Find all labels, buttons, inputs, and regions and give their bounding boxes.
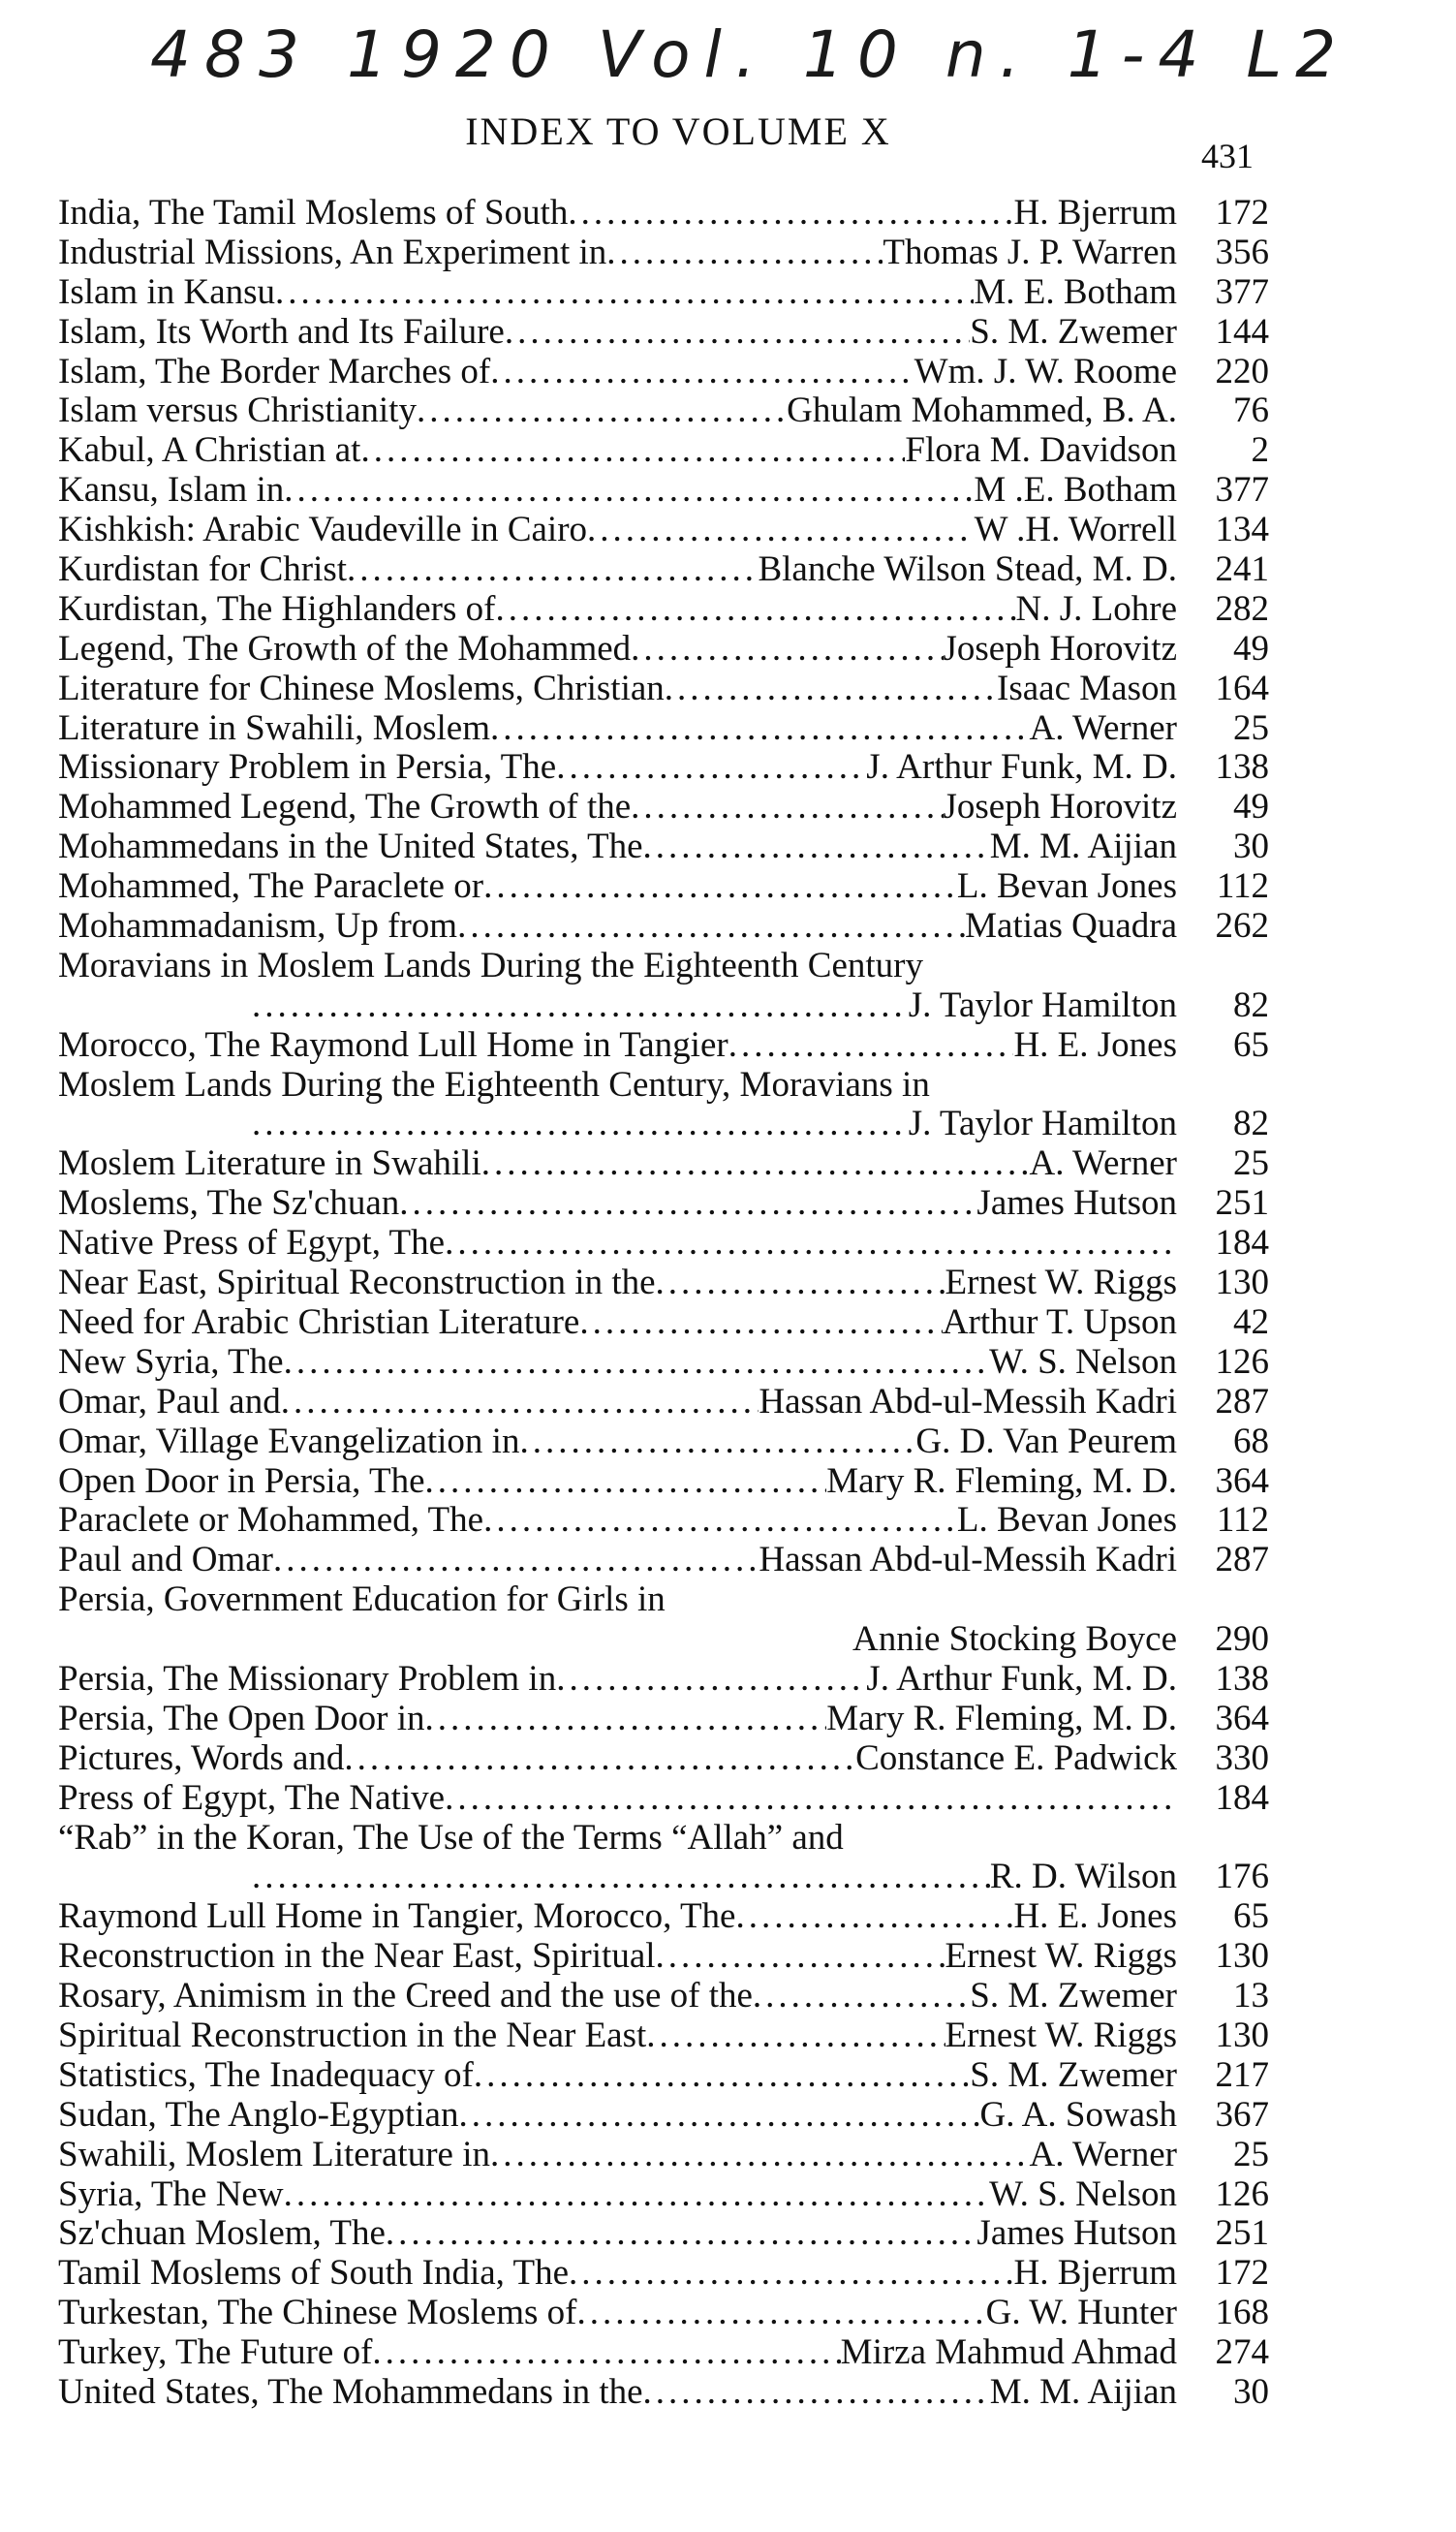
entry-page: 330 <box>1215 1737 1269 1778</box>
index-entry <box>58 311 1269 351</box>
entry-page: 25 <box>1233 1143 1269 1184</box>
entry-author: H. E. Jones <box>1013 1024 1177 1065</box>
dot-leader <box>372 2331 840 2373</box>
entry-page: 184 <box>1215 1223 1269 1264</box>
index-entry <box>58 1460 1269 1500</box>
dot-leader <box>483 1499 957 1541</box>
entry-page: 364 <box>1215 1698 1269 1738</box>
entry-author: M. E. Botham <box>974 271 1177 312</box>
entry-title: Sz'chuan Moslem, The <box>58 2213 386 2254</box>
entry-author: A. Werner <box>1029 2134 1177 2174</box>
entry-title: Legend, The Growth of the Mohammed <box>58 628 632 669</box>
dot-leader <box>519 1421 915 1462</box>
dot-leader <box>284 2173 989 2215</box>
dot-leader <box>505 311 970 353</box>
index-entry <box>58 865 1269 905</box>
index-entry <box>58 1301 1269 1341</box>
index-entry <box>58 1895 1269 1935</box>
entry-author: M. M. Aijian <box>989 827 1177 867</box>
entry-page: 68 <box>1233 1421 1269 1461</box>
index-entry <box>58 1856 1269 1895</box>
entry-author: W. S. Nelson <box>989 2173 1177 2214</box>
entry-title: Literature in Swahili, Moslem <box>58 707 490 748</box>
dot-leader <box>458 2094 979 2136</box>
entry-title: New Syria, The <box>58 1341 284 1382</box>
entry-title: Mohammed Legend, The Growth of the <box>58 787 632 828</box>
index-entry <box>58 1539 1269 1579</box>
entry-title: Moslems, The Sz'chuan <box>58 1183 400 1224</box>
entry-page: 30 <box>1233 2371 1269 2412</box>
entry-title: Sudan, The Anglo-Egyptian <box>58 2094 459 2135</box>
dot-leader <box>252 985 909 1026</box>
dot-leader <box>490 2134 1030 2175</box>
dot-leader <box>344 1737 855 1779</box>
index-entry <box>58 1064 1269 1104</box>
entry-title: Omar, Village Evangelization in <box>58 1421 520 1461</box>
index-entry <box>58 905 1269 945</box>
entry-page: 13 <box>1233 1976 1269 2016</box>
index-entry <box>58 2173 1269 2213</box>
index-entry <box>58 1658 1269 1698</box>
index-entry <box>58 786 1269 826</box>
index-entry <box>58 2371 1269 2411</box>
entry-author: M. M. Aijian <box>989 2371 1177 2412</box>
index-entry <box>58 271 1269 311</box>
entry-author: H. Bjerrum <box>1013 2253 1177 2294</box>
entry-page: 112 <box>1216 1500 1269 1541</box>
entry-title: Rosary, Animism in the Creed and the use of the <box>58 1976 753 2016</box>
entry-author: Matias Quadra <box>965 906 1177 947</box>
dot-leader <box>587 509 975 550</box>
entry-title: Kansu, Islam in <box>58 470 285 511</box>
dot-leader <box>556 1658 866 1700</box>
dot-leader <box>483 865 957 907</box>
dot-leader <box>284 469 974 511</box>
entry-author: N. J. Lohre <box>1015 588 1177 629</box>
entry-page: 144 <box>1215 311 1269 352</box>
entry-author: J. Taylor Hamilton <box>908 1104 1177 1144</box>
dot-leader <box>252 1103 909 1144</box>
entry-page: 25 <box>1233 2134 1269 2174</box>
index-entry <box>58 2094 1269 2134</box>
entry-title: Spiritual Reconstruction in the Near East <box>58 2015 647 2055</box>
entry-title: Need for Arabic Christian Literature <box>58 1301 580 1342</box>
entry-author: Ghulam Mohammed, B. A. <box>787 391 1177 431</box>
entry-title: Reconstruction in the Near East, Spiritual <box>58 1936 656 1977</box>
entry-author: Joseph Horovitz <box>943 787 1177 828</box>
dot-leader <box>631 628 943 670</box>
entry-page: 274 <box>1215 2332 1269 2373</box>
entry-page: 282 <box>1215 588 1269 629</box>
entry-author: A. Werner <box>1029 707 1177 748</box>
entry-author: S. M. Zwemer <box>970 311 1177 352</box>
entry-title: Turkey, The Future of <box>58 2332 373 2373</box>
index-entry <box>58 1381 1269 1421</box>
entry-author: Ernest W. Riggs <box>945 1936 1177 1977</box>
entry-page: 164 <box>1215 668 1269 708</box>
index-entry <box>58 628 1269 668</box>
index-entry <box>58 1777 1269 1817</box>
entry-author: James Hutson <box>976 2213 1177 2254</box>
entry-author: Ernest W. Riggs <box>945 1263 1177 1303</box>
entry-title: Islam versus Christianity <box>58 391 417 431</box>
index-entry <box>58 1579 1269 1618</box>
entry-author: Isaac Mason <box>997 668 1177 708</box>
entry-title: Turkestan, The Chinese Moslems of <box>58 2293 577 2333</box>
dot-leader <box>425 1698 827 1739</box>
index-entry <box>58 707 1269 747</box>
dot-leader <box>273 1539 759 1580</box>
dot-leader <box>474 2054 970 2096</box>
entry-author: Thomas J. P. Warren <box>883 232 1177 272</box>
index-entry <box>58 429 1269 469</box>
entry-title: Moravians in Moslem Lands During the Eighteenth Century <box>58 945 923 985</box>
entry-page: 82 <box>1233 985 1269 1025</box>
entry-page: 262 <box>1215 906 1269 947</box>
entry-page: 82 <box>1233 1104 1269 1144</box>
page-title: INDEX TO VOLUME X <box>465 109 891 153</box>
entry-title: Near East, Spiritual Reconstruction in the <box>58 1263 656 1303</box>
entry-title: Pictures, Words and <box>58 1737 345 1778</box>
index-entry <box>58 1975 1269 2015</box>
index-entry <box>58 1499 1269 1539</box>
dot-leader <box>445 1777 1177 1819</box>
entry-title: Missionary Problem in Persia, The <box>58 747 557 788</box>
entry-author: H. E. Jones <box>1013 1896 1177 1937</box>
index-entry <box>58 1935 1269 1975</box>
dot-leader <box>417 390 787 431</box>
entry-page: 49 <box>1233 628 1269 669</box>
index-entry <box>58 548 1269 588</box>
entry-page: 241 <box>1215 549 1269 590</box>
entry-title: Kabul, A Christian at <box>58 430 361 471</box>
dot-leader <box>495 588 1015 630</box>
entry-title: Omar, Paul and <box>58 1381 281 1422</box>
entry-author: J. Arthur Funk, M. D. <box>866 1658 1177 1699</box>
entry-title: India, The Tamil Moslems of South <box>58 193 569 233</box>
entry-title: Paraclete or Mohammed, The <box>58 1500 484 1541</box>
dot-leader <box>281 1381 759 1422</box>
entry-title: Persia, Government Education for Girls in <box>58 1579 666 1620</box>
index-entry <box>58 2252 1269 2292</box>
index-entry <box>58 232 1269 271</box>
entry-page: 377 <box>1215 271 1269 312</box>
entry-author: Hassan Abd-ul-Messih Kadri <box>759 1381 1177 1422</box>
dot-leader <box>665 668 997 709</box>
entry-page: 130 <box>1215 1263 1269 1303</box>
entry-page: 65 <box>1233 1896 1269 1937</box>
entry-author: James Hutson <box>976 1183 1177 1224</box>
entry-author: G. W. Hunter <box>985 2293 1177 2333</box>
dot-leader <box>568 192 1013 234</box>
index-entry <box>58 1024 1269 1064</box>
entry-author: S. M. Zwemer <box>970 2054 1177 2095</box>
entry-author: Annie Stocking Boyce <box>852 1619 1177 1660</box>
entry-page: 134 <box>1215 510 1269 550</box>
dot-leader <box>445 1222 1177 1264</box>
entry-page: 168 <box>1215 2293 1269 2333</box>
entry-author: G. D. Van Peurem <box>915 1421 1177 1461</box>
dot-leader <box>569 2252 1013 2294</box>
entry-page: 377 <box>1215 470 1269 511</box>
entry-title: Press of Egypt, The Native <box>58 1777 446 1818</box>
entry-page: 217 <box>1215 2054 1269 2095</box>
entry-page: 49 <box>1233 787 1269 828</box>
entry-page: 364 <box>1215 1460 1269 1501</box>
index-entry <box>58 469 1269 509</box>
handwritten-call-number: 483 1920 Vol. 10 n. 1-4 L2 <box>150 17 1350 92</box>
dot-leader <box>481 1142 1030 1184</box>
index-entry <box>58 1618 1269 1658</box>
entry-title: Raymond Lull Home in Tangier, Morocco, The <box>58 1896 736 1937</box>
dot-leader <box>490 351 914 392</box>
dot-leader <box>386 2212 977 2254</box>
entry-page: 184 <box>1215 1777 1269 1818</box>
entry-title: Kurdistan, The Highlanders of <box>58 588 496 629</box>
dot-leader <box>579 1301 942 1343</box>
entry-page: 138 <box>1215 747 1269 788</box>
dot-leader <box>728 1024 1014 1066</box>
entry-page: 112 <box>1216 866 1269 907</box>
entry-title: Kishkish: Arabic Vaudeville in Cairo <box>58 510 588 550</box>
index-entries <box>58 192 1269 2411</box>
entry-page: 130 <box>1215 2015 1269 2055</box>
dot-leader <box>643 2371 990 2413</box>
entry-title: Mohammadanism, Up from <box>58 906 458 947</box>
entry-author: H. Bjerrum <box>1013 193 1177 233</box>
dot-leader <box>556 746 866 788</box>
index-entry <box>58 826 1269 865</box>
entry-author: Constance E. Padwick <box>855 1737 1177 1778</box>
dot-leader <box>360 429 905 471</box>
index-entry <box>58 192 1269 232</box>
index-entry <box>58 390 1269 429</box>
entry-author: Mirza Mahmud Ahmad <box>840 2332 1177 2373</box>
entry-page: 367 <box>1215 2094 1269 2135</box>
entry-page: 76 <box>1233 391 1269 431</box>
index-entry <box>58 1103 1269 1142</box>
entry-page: 25 <box>1233 707 1269 748</box>
entry-page: 126 <box>1215 1341 1269 1382</box>
index-entry <box>58 588 1269 628</box>
entry-author: W. S. Nelson <box>989 1341 1177 1382</box>
dot-leader <box>643 826 990 867</box>
dot-leader <box>490 707 1030 749</box>
entry-author: A. Werner <box>1029 1143 1177 1184</box>
entry-title: Islam in Kansu <box>58 271 276 312</box>
dot-leader <box>457 905 965 947</box>
dot-leader <box>347 548 758 590</box>
entry-title: United States, The Mohammedans in the <box>58 2371 643 2412</box>
dot-leader <box>275 271 974 313</box>
entry-page: 2 <box>1251 430 1269 471</box>
entry-page: 138 <box>1215 1658 1269 1699</box>
index-entry <box>58 1817 1269 1857</box>
entry-title: Industrial Missions, An Experiment in <box>58 232 607 272</box>
index-entry <box>58 509 1269 548</box>
entry-page: 130 <box>1215 1936 1269 1977</box>
dot-leader <box>399 1182 976 1224</box>
entry-title: Persia, The Open Door in <box>58 1698 425 1738</box>
entry-author: L. Bevan Jones <box>956 1500 1177 1541</box>
entry-page: 176 <box>1215 1857 1269 1897</box>
entry-author: Joseph Horovitz <box>943 628 1177 669</box>
index-entry <box>58 668 1269 707</box>
entry-title: Moslem Literature in Swahili <box>58 1143 481 1184</box>
index-entry <box>58 985 1269 1024</box>
index-entry <box>58 2134 1269 2173</box>
entry-title: Native Press of Egypt, The <box>58 1223 446 1264</box>
entry-page: 172 <box>1215 2253 1269 2294</box>
entry-author: R. D. Wilson <box>989 1857 1177 1897</box>
index-entry <box>58 2292 1269 2331</box>
entry-author: Ernest W. Riggs <box>945 2015 1177 2055</box>
index-entry <box>58 2331 1269 2371</box>
entry-title: Mohammedans in the United States, The <box>58 827 643 867</box>
dot-leader <box>631 786 943 828</box>
entry-title: Persia, The Missionary Problem in <box>58 1658 557 1699</box>
entry-title: Morocco, The Raymond Lull Home in Tangier <box>58 1024 728 1065</box>
entry-author: M .E. Botham <box>974 470 1177 511</box>
entry-title: Literature for Chinese Moslems, Christian <box>58 668 665 708</box>
index-entry <box>58 1142 1269 1182</box>
entry-author: Mary R. Fleming, M. D. <box>826 1460 1177 1501</box>
index-entry <box>58 351 1269 391</box>
entry-page: 65 <box>1233 1024 1269 1065</box>
dot-leader <box>646 2015 945 2056</box>
entry-page: 172 <box>1215 193 1269 233</box>
entry-author: Blanche Wilson Stead, M. D. <box>758 549 1177 590</box>
entry-page: 251 <box>1215 1183 1269 1224</box>
index-entry <box>58 1341 1269 1381</box>
dot-leader <box>656 1262 945 1303</box>
dot-leader <box>576 2292 985 2333</box>
entry-author: Wm. J. W. Roome <box>914 351 1177 391</box>
dot-leader <box>656 1935 945 1977</box>
entry-author: S. M. Zwemer <box>970 1976 1177 2016</box>
index-entry <box>58 1737 1269 1777</box>
entry-page: 287 <box>1215 1540 1269 1580</box>
dot-leader <box>606 232 883 273</box>
entry-title: Statistics, The Inadequacy of <box>58 2054 474 2095</box>
entry-author: Hassan Abd-ul-Messih Kadri <box>759 1540 1177 1580</box>
entry-title: Islam, Its Worth and Its Failure <box>58 311 505 352</box>
index-entry <box>58 1262 1269 1301</box>
index-entry <box>58 945 1269 985</box>
index-entry <box>58 1182 1269 1222</box>
entry-page: 251 <box>1215 2213 1269 2254</box>
entry-author: J. Taylor Hamilton <box>908 985 1177 1025</box>
entry-page: 287 <box>1215 1381 1269 1422</box>
entry-title: Open Door in Persia, The <box>58 1460 425 1501</box>
entry-title: Kurdistan for Christ <box>58 549 348 590</box>
entry-title: Paul and Omar <box>58 1540 273 1580</box>
entry-title: Mohammed, The Paraclete or <box>58 866 484 907</box>
entry-title: Tamil Moslems of South India, The <box>58 2253 570 2294</box>
entry-author: G. A. Sowash <box>979 2094 1177 2135</box>
index-entry <box>58 2015 1269 2054</box>
entry-page: 42 <box>1233 1301 1269 1342</box>
entry-author: J. Arthur Funk, M. D. <box>866 747 1177 788</box>
entry-title: “Rab” in the Koran, The Use of the Terms “Allah” and <box>58 1817 844 1858</box>
dot-leader <box>284 1341 989 1383</box>
entry-page: 220 <box>1215 351 1269 391</box>
index-entry <box>58 746 1269 786</box>
page-number: 431 <box>1201 137 1254 175</box>
entry-title: Islam, The Border Marches of <box>58 351 491 391</box>
entry-author: L. Bevan Jones <box>956 866 1177 907</box>
dot-leader <box>735 1895 1013 1937</box>
index-entry <box>58 1421 1269 1460</box>
index-entry <box>58 1222 1269 1262</box>
dot-leader <box>753 1975 970 2016</box>
entry-author: Mary R. Fleming, M. D. <box>826 1698 1177 1738</box>
entry-page: 30 <box>1233 827 1269 867</box>
index-entry <box>58 1698 1269 1737</box>
entry-page: 356 <box>1215 232 1269 272</box>
entry-author: Arthur T. Upson <box>942 1301 1177 1342</box>
entry-page: 126 <box>1215 2173 1269 2214</box>
entry-title: Moslem Lands During the Eighteenth Century, Moravians in <box>58 1064 930 1105</box>
dot-leader <box>252 1856 990 1897</box>
entry-author: W .H. Worrell <box>974 510 1177 550</box>
entry-title: Swahili, Moslem Literature in <box>58 2134 490 2174</box>
entry-page: 290 <box>1215 1619 1269 1660</box>
index-entry <box>58 2054 1269 2094</box>
dot-leader <box>425 1460 827 1502</box>
entry-author: Flora M. Davidson <box>905 430 1177 471</box>
entry-title: Syria, The New <box>58 2173 284 2214</box>
index-entry <box>58 2212 1269 2252</box>
